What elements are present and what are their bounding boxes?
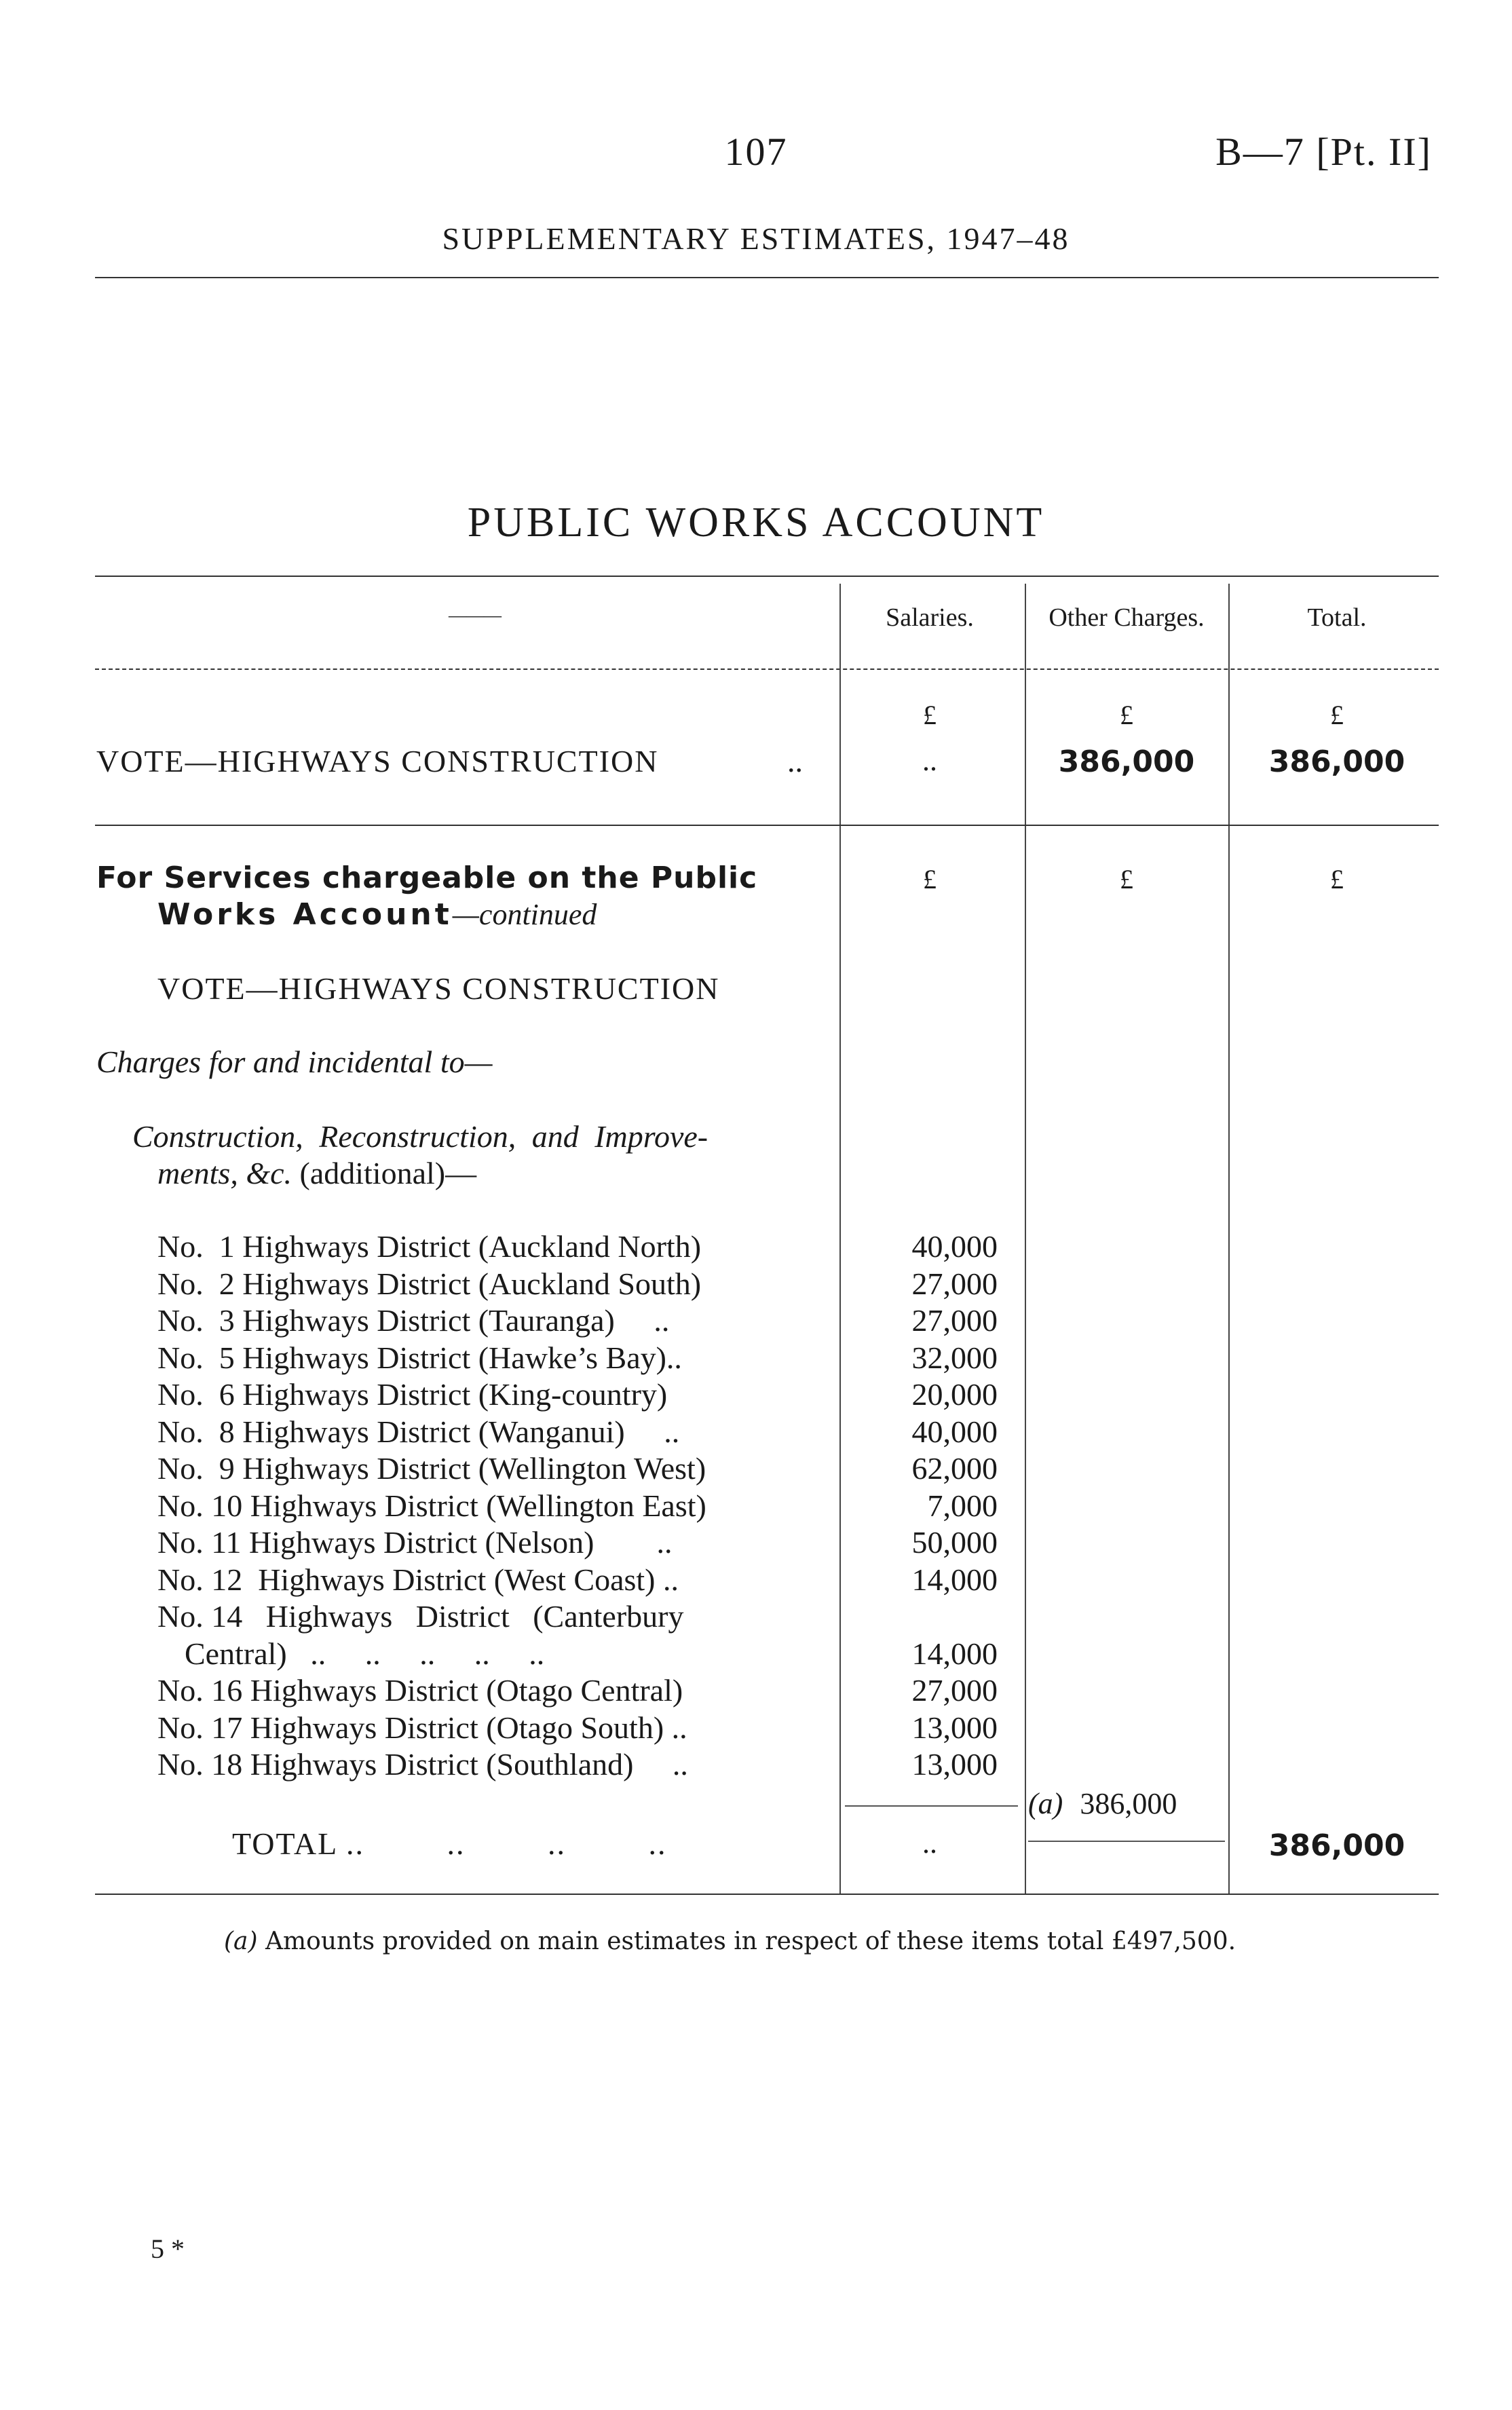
footnote (224, 1927, 1236, 1955)
footnote-marker: (a) (224, 1927, 258, 1955)
column-divider-2 (1025, 584, 1026, 1894)
subheading-ments: ments, &c. (157, 1156, 292, 1190)
total-label: TOTAL .. .. .. .. (232, 1826, 667, 1861)
item-label: No. 3 Highways District (Tauranga) .. (157, 1303, 670, 1338)
item-amount: 7,000 (927, 1488, 998, 1523)
item-amount: 62,000 (911, 1451, 998, 1486)
summary-salaries: .. (922, 744, 937, 777)
signature-mark: 5 * (151, 2234, 185, 2264)
item-amount: 27,000 (911, 1266, 998, 1301)
detail-heading-line1: For Services chargeable on the Public (96, 861, 758, 895)
item-amount: 27,000 (911, 1303, 998, 1338)
currency-other-charges: £ (1120, 700, 1133, 730)
item-label: No. 18 Highways District (Southland) .. (157, 1747, 688, 1782)
item-amount: 13,000 (911, 1747, 998, 1782)
item-14-label-line1: No. 14 Highways District (Canterbury (157, 1599, 684, 1634)
item-amount: 50,000 (911, 1525, 998, 1560)
running-head: SUPPLEMENTARY ESTIMATES, 1947–48 (442, 221, 1070, 256)
header-bottom-rule (95, 669, 1439, 670)
subheading-line2 (157, 1155, 476, 1191)
item-label: No. 17 Highways District (Otago South) .. (157, 1710, 687, 1745)
item-label: No. 10 Highways District (Wellington East) (157, 1488, 706, 1523)
subtotal-amount: 386,000 (1080, 1787, 1177, 1820)
subtotal-note-marker: (a) (1028, 1787, 1063, 1820)
salaries-subtotal-rule (845, 1805, 1018, 1807)
item-amount: 20,000 (911, 1377, 998, 1412)
footnote-text: Amounts provided on main estimates in respect of these items total £497,500. (257, 1927, 1236, 1955)
currency-salaries: £ (923, 700, 937, 730)
vote-title: VOTE—HIGHWAYS CONSTRUCTION (157, 971, 720, 1006)
detail-currency-salaries: £ (923, 864, 937, 895)
item-label: No. 11 Highways District (Nelson) .. (157, 1525, 673, 1560)
other-charges-total-rule (1028, 1841, 1225, 1842)
summary-total: 386,000 (1268, 745, 1405, 779)
item-amount: 40,000 (911, 1229, 998, 1264)
item-label: No. 1 Highways District (Auckland North) (157, 1229, 702, 1264)
total-amount: 386,000 (1268, 1828, 1405, 1863)
total-salaries: .. (922, 1826, 937, 1860)
summary-other-charges: 386,000 (1058, 745, 1195, 779)
item-14-amount: 14,000 (911, 1636, 998, 1671)
column-head-total: Total. (1307, 603, 1367, 632)
detail-currency-total: £ (1330, 864, 1344, 895)
page-number: 107 (724, 130, 788, 174)
column-divider-3 (1228, 584, 1230, 1894)
table-top-rule (95, 576, 1439, 577)
item-14-label-line2: Central) .. .. .. .. .. (185, 1636, 545, 1671)
item-label: No. 8 Highways District (Wanganui) .. (157, 1414, 680, 1449)
item-label: No. 12 Highways District (West Coast) .. (157, 1562, 679, 1597)
item-amount: 14,000 (911, 1562, 998, 1597)
summary-row-leader: .. (787, 744, 803, 778)
column-head-blank: ——— (449, 605, 502, 625)
summary-bottom-rule (95, 825, 1439, 826)
subheading-additional: (additional)— (292, 1156, 477, 1190)
item-amount: 27,000 (911, 1673, 998, 1708)
column-divider-1 (839, 584, 841, 1894)
item-label: No. 2 Highways District (Auckland South) (157, 1266, 702, 1301)
detail-heading-continued: —continued (452, 898, 597, 931)
subheading-line1: Construction, Reconstruction, and Improve- (132, 1119, 708, 1154)
column-head-other-charges: Other Charges. (1048, 603, 1205, 632)
item-amount: 40,000 (911, 1414, 998, 1449)
detail-currency-other-charges: £ (1120, 864, 1133, 895)
column-head-salaries: Salaries. (886, 603, 974, 632)
currency-total: £ (1330, 700, 1344, 730)
header-rule (95, 277, 1439, 278)
table-bottom-rule (95, 1894, 1439, 1895)
charges-heading: Charges for and incidental to— (96, 1044, 493, 1079)
page-title: PUBLIC WORKS ACCOUNT (467, 500, 1045, 546)
item-label: No. 9 Highways District (Wellington West) (157, 1451, 706, 1486)
subtotal-row (1028, 1786, 1177, 1821)
detail-heading-works-account: Works Account (157, 897, 453, 932)
detail-heading-line2 (157, 897, 597, 932)
item-label: No. 5 Highways District (Hawke’s Bay).. (157, 1340, 682, 1375)
item-amount: 13,000 (911, 1710, 998, 1745)
summary-row-label: VOTE—HIGHWAYS CONSTRUCTION (96, 744, 659, 778)
item-label: No. 6 Highways District (King-country) (157, 1377, 668, 1412)
item-label: No. 16 Highways District (Otago Central) (157, 1673, 683, 1708)
section-code: B—7 [Pt. II] (1215, 130, 1432, 174)
item-amount: 32,000 (911, 1340, 998, 1375)
